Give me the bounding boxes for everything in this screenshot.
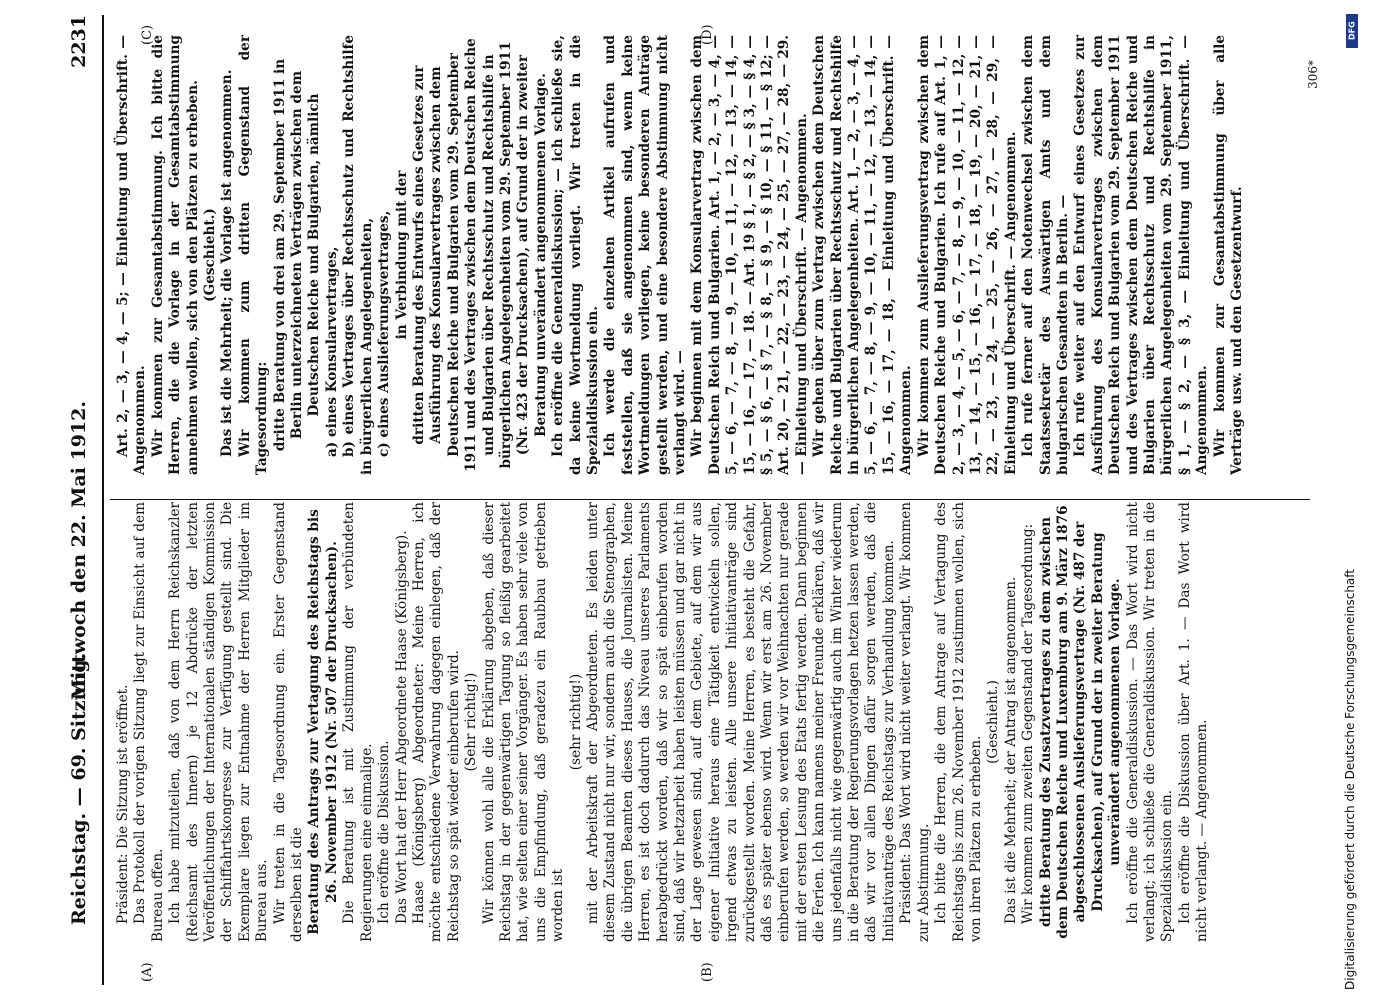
paragraph: Das Wort hat der Herr Abgeordnete Haase (Königsberg). xyxy=(393,530,410,924)
paragraph: Ich bitte die Herren, die dem Antrage auf Vertagung des Reichstags bis zum 26. November 1912 zustimmen wollen, sich von ihren Plätzen zu erheben. xyxy=(933,502,984,942)
header-date: Mittwoch den 22. Mai 1912. xyxy=(68,401,90,700)
paragraph: Wir beginnen mit dem Konsularvertrag zwischen dem Deutschen Reich und Bulgarien. Art. 1, — 2, — 3, — 4, — 5, — 6, — 7, — 8, — 9, — 10, — 11, — 12, — 13, — 14, — 15, — 16, — 17, — 18. — Art. 19 § 1, — § 2, — § 3, — § 4, — § 5, — § 6, — § 7, — § 8, — § 9, — § 10, — § 11, — § 12; — Art. 20, — 21, — 22, — 23, — 24, — 25, — 27, — 28, — 29. — Einleitung und Überschrift. — Angenommen. xyxy=(689,35,810,475)
header-left: Reichstag. — 69. Sitzung. xyxy=(68,652,90,925)
paragraph: Wir gehen über zum Vertrag zwischen dem Deutschen Reiche und Bulgarien über Rechtsschutz und Rechtshilfe in bürgerlichen Angelegenheiten. Art. 1, — 2, — 3, — 4, — 5, — 6, — 7, — 8, — 9, — 10, — 11, — 12, — 13, — 14, — 15, — 16, — 17, — 18, — Einleitung und Überschrift. — Angenommen. xyxy=(811,35,915,475)
paragraph: Wir können wohl alle die Erklärung abgeben, daß dieser Reichstag in der gegenwärtigen Tagung so fleißig gearbeitet hat, wie selten einer seiner Vorgänger. Es haben sehr viele von uns die Empfindung, daß geradezu ein Raubbau getrieben worden ist xyxy=(480,502,567,942)
scanned-page xyxy=(40,0,1340,1000)
list-item: b) eines Vertrages über Rechtsschutz und Rechtshilfe in bürgerlichen Angelegenheiten, xyxy=(341,35,375,475)
column-right xyxy=(115,35,1246,475)
agenda-item: dritte Beratung des Zusatzvertrages zu dem zwischen dem Deutschen Reiche und Luxemburg am 9. März 1876 abgeschlossenen Auslieferungsvertrage (Nr. 487 der Drucksachen), auf Grund der in zweiter Beratung unverändert angenommenen Vorlage. xyxy=(1037,505,1124,939)
agenda-item: Beratung des Antrags zur Vertagung des Reichstags bis 26. November 1912 (Nr. 507 der Drucksachen). xyxy=(306,509,340,935)
paragraph: Ich habe mitzuteilen, daß von dem Herrn Reichskanzler (Reichsamt des Innern) je 12 Abdrücke der letzten Veröffentlichungen der Internationalen ständigen Kommission der Schiffahrtskongresse zur Verfügung gestellt sind. Die Exemplare liegen zur Entnahme der Herren Mitglieder im Bureau aus. xyxy=(167,502,271,942)
paragraph: Art. 2, — 3, — 4, — 5; — Einleitung und Überschrift. — Angenommen. xyxy=(115,35,149,475)
margin-letter-c: (C) xyxy=(140,24,155,45)
page-number: 2231 xyxy=(68,15,90,68)
paragraph: Haase (Königsberg) Abgeordneter: Meine Herren, ich möchte entschiedene Verwahrung dagegen einlegen, daß der Reichstag so spät wieder einberufen wird. xyxy=(410,502,462,942)
paragraph: Präsident: Das Wort wird nicht weiter verlangt. Wir kommen zur Abstimmung. xyxy=(898,502,932,942)
paragraph: in Verbindung mit der xyxy=(393,170,410,340)
paragraph: Wir kommen zur Gesamtabstimmung über alle Verträge usw. und den Gesetzentwurf. xyxy=(1211,35,1245,475)
margin-letter-b: (B) xyxy=(700,962,715,982)
paragraph: Wir kommen zum Auslieferungsvertrag zwischen dem Deutschen Reiche und Bulgarien. Ich rufe auf Art. 1, — 2, — 3, — 4, — 5, — 6, — 7, — 8, — 9, — 10, — 11, — 12, — 13, — 14, — 15, — 16, — 17, — 18, — 19, — 20, — 21, — 22, — 23, — 24, — 25, — 26, — 27, — 28, — 29, — Einleitung und Überschrift. — Angenommen. xyxy=(915,35,1019,475)
paragraph: Ich werde die einzelnen Artikel aufrufen und feststellen, daß sie angenommen sind, wenn keine Wortmeldungen vorliegen, keine besonderen Anträge gestellt werden, und eine besondere Abstimmung nicht verlangt wird. — xyxy=(602,35,688,475)
interjection: (sehr richtig!) xyxy=(567,673,584,771)
sidebar xyxy=(1336,10,1364,990)
list-item: c) eines Auslieferungsvertrages, xyxy=(376,210,393,457)
paragraph: Ich eröffne die Diskussion über Art. 1. — Das Wort wird nicht verlangt. — Angenommen. xyxy=(1176,502,1211,942)
column-left xyxy=(115,502,1212,942)
paragraph: Ich eröffne die Generaldiskussion. — Das Wort wird nicht verlangt; ich schließe die Generaldiskussion. Wir treten in die Spezialdiskussion ein. xyxy=(1124,502,1176,942)
header-rule xyxy=(102,15,104,985)
credit-text: Digitalisierung gefördert durch die Deutsche Forschungsgemeinschaft xyxy=(1343,568,1357,990)
list-item: a) eines Konsularvertrages, xyxy=(323,246,340,457)
page-footer: 306* xyxy=(1306,60,1320,89)
paragraph: Ich eröffne die Generaldiskussion; — ich schließe sie, da keine Wortmeldung vorliegt. Wir treten in die Spezialdiskussion ein. xyxy=(550,35,601,475)
paragraph: Wir treten in die Tagesordnung ein. Erster Gegenstand derselben ist die xyxy=(271,502,306,942)
paragraph: Die Beratung ist mit Zustimmung der verbündeten Regierungen eine einmalige. xyxy=(341,502,375,942)
interjection: (Sehr richtig!) xyxy=(463,672,480,772)
paragraph: Ich rufe weiter auf den Entwurf eines Gesetzes zur Ausführung des Konsularvertrages zwischen dem Deutschen Reich und Bulgarien vom 29. September 1911 und des Vertrages zwischen dem Deutschen Reiche und Bulgarien über Rechtsschutz und Rechtshilfe in bürgerlichen Angelegenheiten vom 29. September 1911, § 1, — § 2, — § 3, — Einleitung und Überschrift. — Angenommen. xyxy=(1072,35,1211,475)
paragraph: Wir kommen zum dritten Gegenstand der Tagesordnung: xyxy=(236,35,271,475)
agenda-item: dritte Beratung von drei am 29. September 1911 in Berlin unterzeichneten Verträgen zwischen dem Deutschen Reiche und Bulgarien, nämlich xyxy=(271,58,323,452)
paragraph: (Nr. 423 der Drucksachen), auf Grund der in zweiter Beratung unverändert angenommenen Vorlage. xyxy=(515,54,549,456)
paragraph: Ich eröffne die Diskussion. xyxy=(376,740,393,924)
column-divider xyxy=(110,499,1310,500)
page-header xyxy=(58,0,98,1000)
agenda-item: dritten Beratung des Entwurfs eines Gesetzes zur Ausführung des Konsularvertrages zwischen dem Deutschen Reiche und Bulgarien vom 29. September 1911 und des Vertrages zwischen dem Deutschen Reiche und Bulgarien über Rechtsschutz und Rechtshilfe in bürgerlichen Angelegenheiten vom 29. September 1911 xyxy=(410,38,514,472)
paragraph: Präsident: Die Sitzung ist eröffnet. xyxy=(115,684,131,924)
interjection: (Geschieht.) xyxy=(985,680,1002,764)
margin-letter-d: (D) xyxy=(700,24,715,45)
paragraph: Das Protokoll der vorigen Sitzung liegt zur Einsicht auf dem Bureau offen. xyxy=(132,502,166,942)
paragraph: Ich rufe ferner auf den Notenwechsel zwischen dem Staatssekretär des Auswärtigen Amts und dem bulgarischen Gesandten in Berlin. — xyxy=(1020,35,1071,475)
paragraph: Wir kommen zur Gesamtabstimmung. Ich bitte die Herren, die die Vorlage in der Gesamtabstimmung annehmen wollen, sich von den Plätzen zu erheben. xyxy=(149,35,201,475)
margin-letter-a: (A) xyxy=(140,962,155,982)
paragraph: Das ist die Mehrheit; der Antrag ist angenommen. xyxy=(1002,576,1019,924)
paragraph: Wir kommen zum zweiten Gegenstand der Tagesordnung: xyxy=(1020,523,1037,924)
paragraph: Das ist die Mehrheit; die Vorlage ist angenommen. xyxy=(219,69,236,457)
paragraph: mit der Arbeitskraft der Abgeordneten. Es leiden unter diesem Zustand nicht nur wir, sondern auch die Stenographen, die übrigen Beamten dieses Hauses, die Journalisten. Meine Herren, es ist doch dadurch das Niveau unseres Parlaments herabgedrückt worden, daß wir so spät einberufen worden sind, daß wir hetzarbeit haben leisten müssen und gar nicht in der Lage gewesen sind, auf dem Gebiete, auf dem wir aus eigener Initiative heraus eine Tätigkeit entwickeln sollen, irgend etwas zu leisten. Alle unsere Initiativanträge sind zurückgestellt worden. Meine Herren, es besteht die Gefahr, daß es später ebenso wird. Wenn wir erst am 26. November einberufen werden, so werden wir vor Weihnachten nur gerade mit der ersten Lesung des Etats fertig werden. Dann beginnen die Ferien. Ich kann namens meiner Freunde erklären, daß wir uns jedenfalls nicht wie gegenwärtig auch im Winter wiederum in die Beratung der Regierungsvorlagen hetzen lassen werden, daß wir vor allen Dingen dafür sorgen werden, daß die Initiativanträge des Reichstags zur Verhandlung kommen. xyxy=(584,502,897,942)
dfg-logo: DFG xyxy=(1346,14,1358,48)
interjection: (Geschieht.) xyxy=(202,208,219,302)
